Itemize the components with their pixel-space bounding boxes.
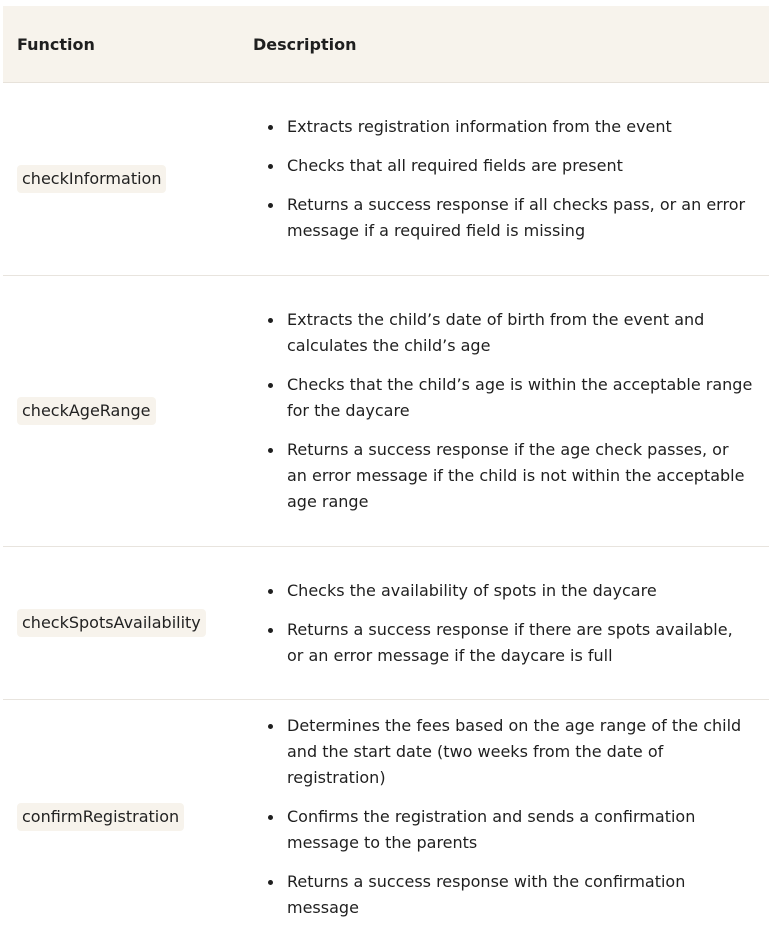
description-item: Returns a success response with the confirmation message [287, 869, 753, 921]
description-list [253, 307, 753, 515]
description-item: Extracts the child’s date of birth from the event and calculates the child’s age [287, 307, 753, 359]
bullet-icon [268, 203, 273, 208]
description-item: Returns a success response if there are spots available, or an error message if the daycare is full [287, 617, 753, 669]
function-cell [3, 609, 253, 637]
description-item: Checks that the child’s age is within the acceptable range for the daycare [287, 372, 753, 424]
description-item: Returns a success response if the age check passes, or an error message if the child is not within the acceptable age range [287, 437, 753, 515]
bullet-icon [268, 880, 273, 885]
function-cell [3, 397, 253, 425]
bullet-icon [268, 628, 273, 633]
bullet-icon [268, 318, 273, 323]
description-cell [253, 578, 769, 669]
table-row [3, 83, 769, 276]
function-name-code: checkAgeRange [17, 397, 156, 425]
description-item: Extracts registration information from the event [287, 114, 753, 140]
description-item: Confirms the registration and sends a confirmation message to the parents [287, 804, 753, 856]
bullet-icon [268, 724, 273, 729]
function-name-code: checkInformation [17, 165, 166, 193]
bullet-icon [268, 815, 273, 820]
table-header [3, 6, 769, 83]
function-name-code: checkSpotsAvailability [17, 609, 206, 637]
function-column-header: Function [17, 34, 95, 54]
description-list [253, 578, 753, 669]
function-cell [3, 165, 253, 193]
bullet-icon [268, 125, 273, 130]
bullet-icon [268, 164, 273, 169]
bullet-icon [268, 383, 273, 388]
bullet-icon [268, 589, 273, 594]
function-name-code: confirmRegistration [17, 803, 184, 831]
description-column-header: Description [253, 34, 357, 54]
description-item: Checks that all required fields are present [287, 153, 753, 179]
description-cell [253, 713, 769, 921]
description-cell [253, 114, 769, 244]
description-item: Determines the fees based on the age range of the child and the start date (two weeks from the date of registration) [287, 713, 753, 791]
bullet-icon [268, 448, 273, 453]
description-item: Returns a success response if all checks pass, or an error message if a required field is missing [287, 192, 753, 244]
table-row [3, 276, 769, 547]
table-row [3, 547, 769, 700]
description-cell [253, 307, 769, 515]
description-list [253, 713, 753, 921]
functions-table [3, 6, 769, 934]
description-list [253, 114, 753, 244]
function-cell [3, 803, 253, 831]
table-row [3, 700, 769, 934]
description-item: Checks the availability of spots in the daycare [287, 578, 753, 604]
